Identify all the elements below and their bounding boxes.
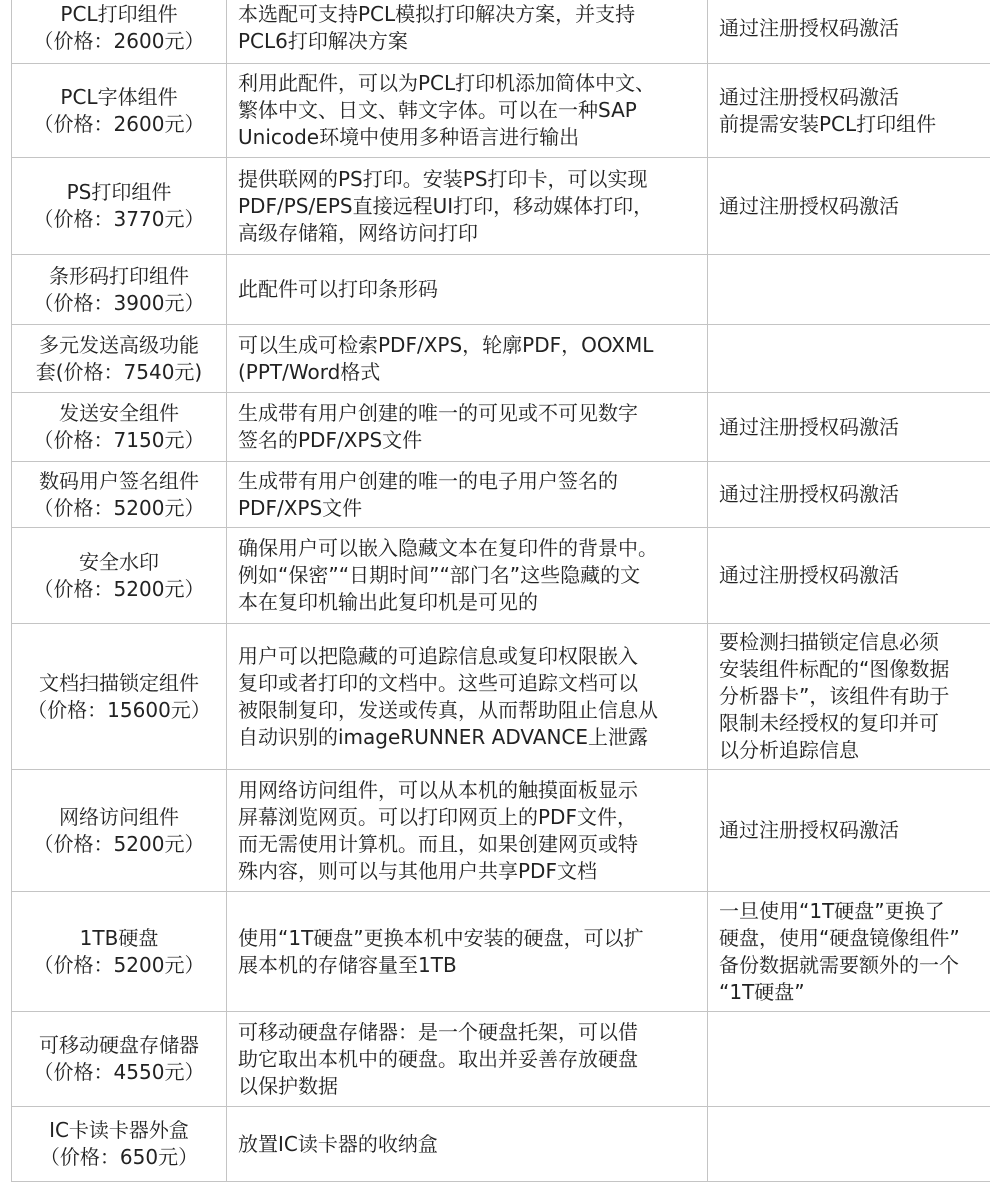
description-line: 用网络访问组件，可以从本机的触摸面板显示 bbox=[238, 777, 701, 804]
description-line: PDF/PS/EPS直接远程UI打印，移动媒体打印， bbox=[238, 193, 701, 220]
option-note-cell bbox=[708, 624, 990, 770]
table-row bbox=[12, 158, 990, 255]
option-description-cell bbox=[227, 158, 708, 255]
option-note-cell bbox=[708, 255, 990, 325]
option-name-cell bbox=[12, 624, 227, 770]
option-description-cell bbox=[227, 462, 708, 528]
option-name-cell bbox=[12, 1107, 227, 1182]
options-price-table bbox=[11, 0, 990, 1182]
description-line: 本在复印机输出此复印机是可见的 bbox=[238, 589, 701, 616]
note-line: 安装组件标配的“图像数据 bbox=[719, 656, 990, 683]
option-price: （价格：2600元） bbox=[12, 28, 226, 55]
note-line: 一旦使用“1T硬盘”更换了 bbox=[719, 898, 990, 925]
note-line: 限制未经授权的复印并可 bbox=[719, 710, 990, 737]
description-line: 利用此配件，可以为PCL打印机添加简体中文、 bbox=[238, 70, 701, 97]
description-line: Unicode环境中使用多种语言进行输出 bbox=[238, 124, 701, 151]
description-line: 展本机的存储容量至1TB bbox=[238, 952, 701, 979]
note-line: 通过注册授权码激活 bbox=[719, 562, 990, 589]
option-name: IC卡读卡器外盒 bbox=[12, 1117, 226, 1144]
note-line: 硬盘，使用“硬盘镜像组件” bbox=[719, 925, 990, 952]
option-price: （价格：2600元） bbox=[12, 111, 226, 138]
option-name: 安全水印 bbox=[12, 549, 226, 576]
option-price: （价格：5200元） bbox=[12, 952, 226, 979]
description-line: 使用“1T硬盘”更换本机中安装的硬盘，可以扩 bbox=[238, 925, 701, 952]
table-row bbox=[12, 892, 990, 1012]
description-line: 用户可以把隐藏的可追踪信息或复印权限嵌入 bbox=[238, 643, 701, 670]
description-line: 提供联网的PS打印。安装PS打印卡，可以实现 bbox=[238, 166, 701, 193]
option-name-cell bbox=[12, 892, 227, 1012]
option-price: （价格：5200元） bbox=[12, 576, 226, 603]
option-price: （价格：7150元） bbox=[12, 427, 226, 454]
table-row bbox=[12, 624, 990, 770]
description-line: (PPT/Word格式 bbox=[238, 359, 701, 386]
description-line: 殊内容，则可以与其他用户共享PDF文档 bbox=[238, 858, 701, 885]
option-note-cell bbox=[708, 462, 990, 528]
option-name: PCL字体组件 bbox=[12, 84, 226, 111]
option-note-cell bbox=[708, 64, 990, 158]
table-row bbox=[12, 393, 990, 462]
description-line: 助它取出本机中的硬盘。取出并妥善存放硬盘 bbox=[238, 1046, 701, 1073]
table-row bbox=[12, 770, 990, 892]
description-line: 生成带有用户创建的唯一的可见或不可见数字 bbox=[238, 400, 701, 427]
note-line: 通过注册授权码激活 bbox=[719, 193, 990, 220]
option-note-cell bbox=[708, 1012, 990, 1107]
option-name: 可移动硬盘存储器 bbox=[12, 1032, 226, 1059]
option-price: （价格：650元） bbox=[12, 1144, 226, 1171]
description-line: 放置IC读卡器的收纳盒 bbox=[238, 1131, 701, 1158]
option-name-cell bbox=[12, 462, 227, 528]
option-name-cell bbox=[12, 325, 227, 393]
note-line: 通过注册授权码激活 bbox=[719, 481, 990, 508]
note-line: 以分析追踪信息 bbox=[719, 737, 990, 764]
description-line: 高级存储箱，网络访问打印 bbox=[238, 220, 701, 247]
option-description-cell bbox=[227, 1107, 708, 1182]
table-row bbox=[12, 1107, 990, 1182]
option-description-cell bbox=[227, 770, 708, 892]
description-line: 以保护数据 bbox=[238, 1073, 701, 1100]
note-line: 备份数据就需要额外的一个 bbox=[719, 952, 990, 979]
option-name: 数码用户签名组件 bbox=[12, 468, 226, 495]
option-name: 条形码打印组件 bbox=[12, 263, 226, 290]
description-line: 而无需使用计算机。而且，如果创建网页或特 bbox=[238, 831, 701, 858]
note-line: 要检测扫描锁定信息必须 bbox=[719, 629, 990, 656]
note-line: 前提需安装PCL打印组件 bbox=[719, 111, 990, 138]
note-line: “1T硬盘” bbox=[719, 979, 990, 1006]
option-name-cell bbox=[12, 1012, 227, 1107]
description-line: PCL6打印解决方案 bbox=[238, 28, 701, 55]
description-line: 可以生成可检索PDF/XPS，轮廓PDF，OOXML bbox=[238, 332, 701, 359]
option-price: （价格：4550元） bbox=[12, 1059, 226, 1086]
description-line: 此配件可以打印条形码 bbox=[238, 276, 701, 303]
option-note-cell bbox=[708, 393, 990, 462]
option-price: （价格：15600元） bbox=[12, 697, 226, 724]
description-line: 例如“保密”“日期时间”“部门名”这些隐藏的文 bbox=[238, 562, 701, 589]
table-row bbox=[12, 1012, 990, 1107]
option-description-cell bbox=[227, 1012, 708, 1107]
table-row bbox=[12, 0, 990, 64]
note-line: 通过注册授权码激活 bbox=[719, 84, 990, 111]
option-description-cell bbox=[227, 0, 708, 64]
option-note-cell bbox=[708, 325, 990, 393]
description-line: 确保用户可以嵌入隐藏文本在复印件的背景中。 bbox=[238, 535, 701, 562]
description-line: 复印或者打印的文档中。这些可追踪文档可以 bbox=[238, 670, 701, 697]
option-name: 发送安全组件 bbox=[12, 400, 226, 427]
note-line: 分析器卡”，该组件有助于 bbox=[719, 683, 990, 710]
option-price: 套(价格：7540元) bbox=[12, 359, 226, 386]
option-name: 文档扫描锁定组件 bbox=[12, 670, 226, 697]
option-note-cell bbox=[708, 158, 990, 255]
option-price: （价格：3900元） bbox=[12, 290, 226, 317]
option-price: （价格：5200元） bbox=[12, 831, 226, 858]
description-line: 自动识别的imageRUNNER ADVANCE上泄露 bbox=[238, 724, 701, 751]
option-price: （价格：3770元） bbox=[12, 206, 226, 233]
options-table-body bbox=[12, 0, 990, 1182]
description-line: PDF/XPS文件 bbox=[238, 495, 701, 522]
option-description-cell bbox=[227, 624, 708, 770]
option-description-cell bbox=[227, 255, 708, 325]
description-line: 繁体中文、日文、韩文字体。可以在一种SAP bbox=[238, 97, 701, 124]
table-row bbox=[12, 64, 990, 158]
option-note-cell bbox=[708, 1107, 990, 1182]
note-line: 通过注册授权码激活 bbox=[719, 817, 990, 844]
option-name-cell bbox=[12, 64, 227, 158]
option-note-cell bbox=[708, 528, 990, 624]
option-note-cell bbox=[708, 892, 990, 1012]
option-name-cell bbox=[12, 393, 227, 462]
description-line: 签名的PDF/XPS文件 bbox=[238, 427, 701, 454]
table-row bbox=[12, 255, 990, 325]
option-description-cell bbox=[227, 64, 708, 158]
description-line: 屏幕浏览网页。可以打印网页上的PDF文件， bbox=[238, 804, 701, 831]
description-line: 本选配可支持PCL模拟打印解决方案，并支持 bbox=[238, 1, 701, 28]
table-row bbox=[12, 528, 990, 624]
note-line: 通过注册授权码激活 bbox=[719, 15, 990, 42]
option-name: 1TB硬盘 bbox=[12, 925, 226, 952]
option-name-cell bbox=[12, 528, 227, 624]
table-row bbox=[12, 325, 990, 393]
option-description-cell bbox=[227, 892, 708, 1012]
option-description-cell bbox=[227, 393, 708, 462]
option-description-cell bbox=[227, 528, 708, 624]
option-name-cell bbox=[12, 158, 227, 255]
description-line: 生成带有用户创建的唯一的电子用户签名的 bbox=[238, 468, 701, 495]
option-price: （价格：5200元） bbox=[12, 495, 226, 522]
description-line: 被限制复印，发送或传真，从而帮助阻止信息从 bbox=[238, 697, 701, 724]
option-note-cell bbox=[708, 0, 990, 64]
option-name: PCL打印组件 bbox=[12, 1, 226, 28]
description-line: 可移动硬盘存储器：是一个硬盘托架，可以借 bbox=[238, 1019, 701, 1046]
option-name: 多元发送高级功能 bbox=[12, 332, 226, 359]
option-name-cell bbox=[12, 255, 227, 325]
table-row bbox=[12, 462, 990, 528]
option-name: 网络访问组件 bbox=[12, 804, 226, 831]
option-note-cell bbox=[708, 770, 990, 892]
option-name-cell bbox=[12, 0, 227, 64]
note-line: 通过注册授权码激活 bbox=[719, 414, 990, 441]
option-name-cell bbox=[12, 770, 227, 892]
option-name: PS打印组件 bbox=[12, 179, 226, 206]
option-description-cell bbox=[227, 325, 708, 393]
